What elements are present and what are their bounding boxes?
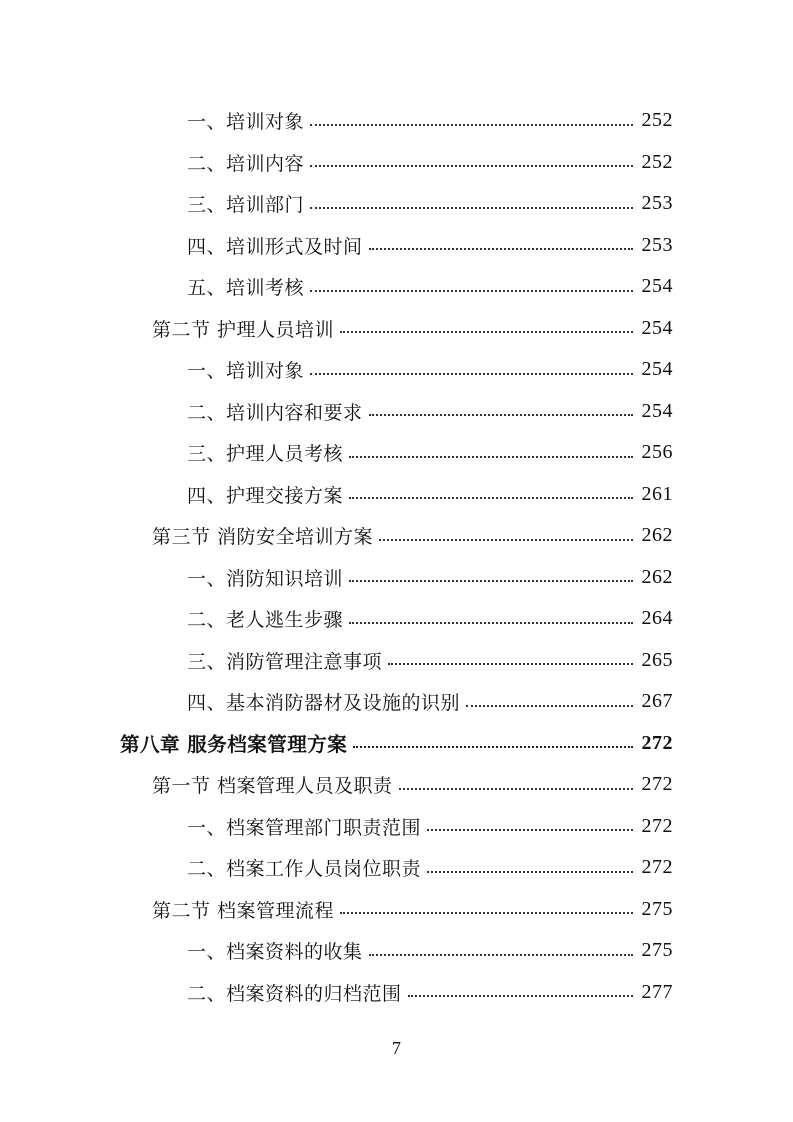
toc-subsection-entry[interactable] xyxy=(0,225,793,267)
toc-subsection-entry[interactable] xyxy=(0,847,793,889)
toc-entry-page: 253 xyxy=(641,233,673,256)
toc-dot-leader xyxy=(310,277,633,297)
toc-subsection-entry[interactable] xyxy=(0,349,793,391)
toc-dot-leader xyxy=(340,899,633,919)
toc-entry-title: 第一节 档案管理人员及职责 xyxy=(152,775,393,798)
toc-entry-title: 二、培训内容 xyxy=(187,152,305,175)
toc-entry-page: 254 xyxy=(641,275,673,298)
toc-dot-leader xyxy=(408,982,633,1002)
toc-entry-page: 262 xyxy=(641,524,673,547)
toc-entry-title: 五、培训考核 xyxy=(187,277,305,300)
toc-subsection-entry[interactable] xyxy=(0,806,793,848)
toc-entry-page: 254 xyxy=(641,316,673,339)
toc-entry-page: 256 xyxy=(641,441,673,464)
toc-entry-title: 二、培训内容和要求 xyxy=(187,401,363,424)
toc-dot-leader xyxy=(399,775,633,795)
toc-section-entry[interactable] xyxy=(0,889,793,931)
toc-entry-page: 272 xyxy=(641,856,673,879)
toc-dot-leader xyxy=(427,858,633,878)
toc-dot-leader xyxy=(310,360,633,380)
toc-entry-page: 265 xyxy=(641,648,673,671)
toc-subsection-entry[interactable] xyxy=(0,474,793,516)
toc-dot-leader xyxy=(349,609,633,629)
toc-entry-page: 254 xyxy=(641,399,673,422)
toc-dot-leader xyxy=(310,111,633,131)
toc-entry-title: 第八章 服务档案管理方案 xyxy=(120,733,348,757)
toc-entry-title: 一、档案管理部门职责范围 xyxy=(187,816,422,839)
toc-entry-page: 262 xyxy=(641,565,673,588)
toc-entry-title: 一、培训对象 xyxy=(187,111,305,134)
toc-entry-title: 一、消防知识培训 xyxy=(187,567,344,590)
toc-dot-leader xyxy=(369,941,633,961)
toc-entry-title: 第二节 档案管理流程 xyxy=(152,899,335,922)
toc-dot-leader xyxy=(427,816,633,836)
toc-dot-leader xyxy=(388,650,633,670)
toc-entry-title: 一、档案资料的收集 xyxy=(187,941,363,964)
toc-entry-title: 一、培训对象 xyxy=(187,360,305,383)
toc-entry-title: 三、护理人员考核 xyxy=(187,443,344,466)
toc-subsection-entry[interactable] xyxy=(0,557,793,599)
toc-entry-page: 252 xyxy=(641,109,673,132)
toc-subsection-entry[interactable] xyxy=(0,930,793,972)
table-of-contents xyxy=(0,100,793,1013)
toc-entry-page: 253 xyxy=(641,192,673,215)
toc-subsection-entry[interactable] xyxy=(0,432,793,474)
toc-entry-page: 267 xyxy=(641,690,673,713)
toc-entry-page: 254 xyxy=(641,358,673,381)
toc-subsection-entry[interactable] xyxy=(0,391,793,433)
toc-entry-page: 272 xyxy=(641,814,673,837)
toc-entry-title: 第二节 护理人员培训 xyxy=(152,318,335,341)
toc-dot-leader xyxy=(310,194,633,214)
toc-entry-page: 261 xyxy=(641,482,673,505)
toc-dot-leader xyxy=(353,733,633,753)
toc-subsection-entry[interactable] xyxy=(0,266,793,308)
toc-entry-page: 277 xyxy=(641,980,673,1003)
toc-entry-page: 272 xyxy=(641,773,673,796)
toc-dot-leader xyxy=(379,526,633,546)
toc-entry-title: 四、基本消防器材及设施的识别 xyxy=(187,692,461,715)
toc-subsection-entry[interactable] xyxy=(0,100,793,142)
toc-entry-page: 275 xyxy=(641,897,673,920)
toc-dot-leader xyxy=(369,401,633,421)
toc-entry-title: 二、档案资料的归档范围 xyxy=(187,982,402,1005)
toc-dot-leader xyxy=(349,443,633,463)
toc-subsection-entry[interactable] xyxy=(0,142,793,184)
toc-entry-title: 四、培训形式及时间 xyxy=(187,235,363,258)
toc-entry-title: 第三节 消防安全培训方案 xyxy=(152,526,374,549)
toc-section-entry[interactable] xyxy=(0,515,793,557)
toc-subsection-entry[interactable] xyxy=(0,640,793,682)
toc-entry-page: 264 xyxy=(641,607,673,630)
toc-entry-title: 三、培训部门 xyxy=(187,194,305,217)
toc-dot-leader xyxy=(349,484,633,504)
toc-entry-title: 三、消防管理注意事项 xyxy=(187,650,383,673)
toc-dot-leader xyxy=(340,318,633,338)
toc-dot-leader xyxy=(349,567,633,587)
toc-entry-page: 252 xyxy=(641,150,673,173)
toc-entry-title: 二、老人逃生步骤 xyxy=(187,609,344,632)
toc-entry-title: 二、档案工作人员岗位职责 xyxy=(187,858,422,881)
toc-dot-leader xyxy=(466,692,633,712)
toc-entry-title: 四、护理交接方案 xyxy=(187,484,344,507)
toc-entry-page: 272 xyxy=(641,731,673,754)
toc-subsection-entry[interactable] xyxy=(0,598,793,640)
toc-subsection-entry[interactable] xyxy=(0,183,793,225)
toc-subsection-entry[interactable] xyxy=(0,681,793,723)
toc-section-entry[interactable] xyxy=(0,764,793,806)
toc-section-entry[interactable] xyxy=(0,308,793,350)
toc-entry-page: 275 xyxy=(641,939,673,962)
toc-chapter-entry[interactable] xyxy=(0,723,793,765)
page-number: 7 xyxy=(392,1038,401,1058)
toc-dot-leader xyxy=(369,235,633,255)
toc-dot-leader xyxy=(310,152,633,172)
toc-subsection-entry[interactable] xyxy=(0,972,793,1014)
